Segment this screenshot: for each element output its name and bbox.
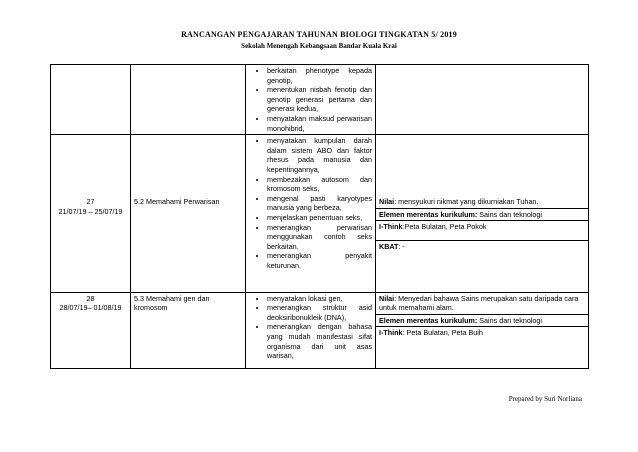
objective-item: • menjelaskan penentuan seks, [267,213,372,223]
objective-item: • menerangkan struktur asid deoksiribonukleik (DNA), [267,303,372,322]
note-label: Nilai [379,197,395,207]
note-entry [376,293,588,315]
objective-item: • menyatakan kumpulan darah dalam sistem ABO dan faktor rhesus pada manusia dan kepentingannya, [267,136,372,174]
objectives-list [249,66,372,133]
week-cell [51,135,131,292]
lesson-plan-table [50,64,589,369]
note-entry [376,209,588,222]
note-text: Sains dan teknologi [477,315,542,325]
objective-item: • menerangkan perwarisan menggunakan contoh seks berkaitan. [267,223,372,252]
note-entry [376,241,588,292]
objective-item: • menentukan nisbah fenotip dan genotip generasi pertama dan generasi kedua, [267,85,372,114]
note-text: :Peta Bulatan, Peta Pokok [402,222,487,232]
topic-text: 5.2 Memahami Perwarisan [134,197,220,207]
topic-cell [131,135,246,292]
week-number: 28 [86,293,95,303]
topic-text: 5.3 Memahami gen dan kromosom [134,293,210,313]
note-text: : - [398,241,405,251]
objective-item: • menyatakan lokasi gen, [267,294,372,304]
document-title: RANCANGAN PENGAJARAN TAHUNAN BIOLOGI TINGKATAN 5/ 2019 [181,30,457,39]
objectives-cell [246,292,376,368]
note-entry [376,221,588,241]
note-entry [376,327,588,339]
note-text: : Menyedari bahawa Sains merupakan satu daripada cara untuk memahami alam. [379,293,579,313]
objective-item: • berkaitan phenotype kepada genotip, [267,66,372,85]
topic-cell [131,292,246,368]
objective-item: • membezakan autosom dan kromosom seks, [267,175,372,194]
week-cell [51,65,131,135]
note-text: : mensyukuri nikmat yang dikurniakan Tuhan. [394,197,539,207]
note-text: : Peta Bulatan, Peta Buih [402,328,483,338]
notes-wrap [379,196,585,291]
note-label: Elemen merentas kurikulum: [379,315,478,325]
topic-cell [131,65,246,135]
note-label: I-Think [379,328,403,338]
prepared-by: Prepared by Suri Norliana [508,395,582,403]
note-entry [376,315,588,328]
objective-item: • menyatakan maksud perwarisan monohibrid, [267,114,372,133]
objectives-cell [246,135,376,292]
lesson-plan-body [51,65,589,369]
objective-item: • mengenal pasti karyotypes manusia yang berbeza, [267,194,372,213]
note-label: Elemen merentas kurikulum: [379,209,478,219]
note-text: Sains dan teknologi [477,209,542,219]
notes-cell [376,292,589,368]
note-entry [376,196,588,209]
objectives-cell [246,65,376,135]
week-dates: 21/07/19 – 25/07/19 [58,206,123,216]
note-label: KBAT [379,241,399,251]
table-row [51,292,589,368]
notes-cell [376,65,589,135]
table-row [51,65,589,135]
note-label: I-Think [379,222,403,232]
table-row [51,135,589,292]
school-name: Sekolah Menengah Kebangsaan Bandar Kuala Krai [241,42,397,50]
notes-cell [376,135,589,292]
objective-item: • menerangkan dengan bahasa yang mudah manifestasi sifat organisma dari unit asas warisan, [267,322,372,360]
week-cell [51,292,131,368]
objective-item: • menerangkan penyakit keturunan. [267,251,372,270]
objectives-list [249,294,372,361]
objectives-list [249,136,372,270]
week-number: 27 [86,197,95,207]
note-label: Nilai [379,293,395,303]
week-dates: 28/07/19– 01/08/19 [59,303,122,313]
